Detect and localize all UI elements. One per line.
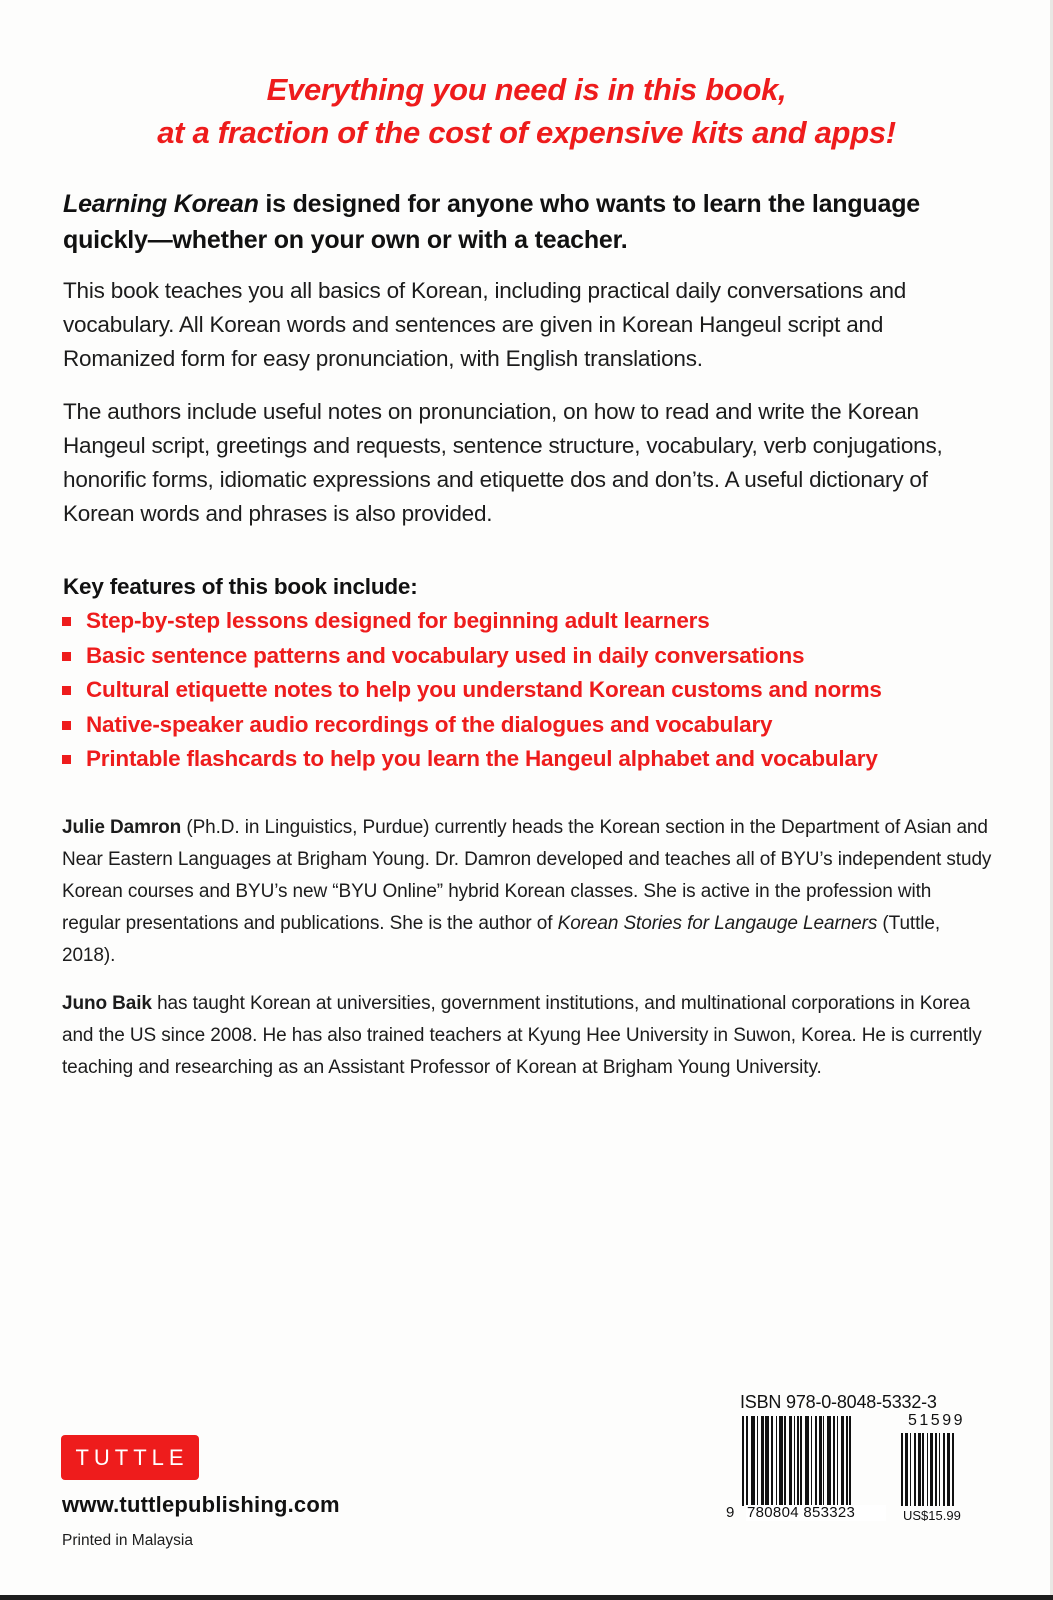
book-title: Learning Korean [63, 190, 259, 218]
author-bio-text-end: (Tuttle, 2018). [62, 913, 941, 966]
isbn-label: ISBN 978-0-8048-5332-3 [740, 1392, 937, 1412]
square-bullet-icon [62, 721, 71, 730]
author-bio-juno-baik [62, 988, 992, 1084]
author-bio-text: has taught Korean at universities, government institutions, and multinational corporations in Korea and the US since 2008. He has also trained teachers at Kyung Hee University in Suwon, Korea. He is currently teaching and researching as an Assistant Professor of Korean at Brigham Young University. [62, 993, 982, 1078]
barcode-lead-digit: 9 [726, 1504, 735, 1521]
author-name: Julie Damron [62, 817, 182, 838]
isbn-barcode-icon [742, 1416, 887, 1506]
square-bullet-icon [62, 686, 71, 695]
tagline [0, 68, 1053, 154]
feature-text: Native-speaker audio recordings of the dialogues and vocabulary [86, 711, 773, 737]
feature-item [60, 673, 1020, 708]
feature-text: Basic sentence patterns and vocabulary used in daily conversations [86, 642, 805, 668]
barcode-digits: 780804 853323 [746, 1505, 886, 1521]
description-paragraph-2: The authors include useful notes on pronunciation, on how to read and write the Korean Hangeul script, greetings and requests, sentence structure, vocabulary, verb conjugations, honorific forms, idiomatic expressions and etiquette dos and don’ts. A useful dictionary of Korean words and phrases is also provided. [63, 399, 943, 526]
price-barcode-icon [901, 1433, 969, 1506]
features-heading: Key features of this book include: [63, 574, 418, 599]
author-book-title: Korean Stories for Langauge Learners [557, 913, 878, 934]
feature-item [60, 639, 1020, 674]
description-paragraph-1: This book teaches you all basics of Korean, including practical daily conversations and vocabulary. All Korean words and sentences are given in Korean Hangeul script and Romanized form for easy pronunciation, with English translations. [63, 278, 907, 371]
tuttle-logo: TUTTLE [61, 1435, 199, 1480]
author-bio-julie-damron [62, 812, 992, 972]
barcode-addon-digits: 51599 [908, 1412, 965, 1429]
square-bullet-icon [62, 652, 71, 661]
square-bullet-icon [62, 755, 71, 764]
publisher-url[interactable]: www.tuttlepublishing.com [62, 1492, 340, 1517]
feature-text: Cultural etiquette notes to help you understand Korean customs and norms [86, 677, 882, 702]
tagline-line-1: Everything you need is in this book, [266, 72, 787, 107]
square-bullet-icon [62, 617, 71, 626]
feature-text: Step-by-step lessons designed for beginning adult learners [86, 608, 710, 633]
intro-text: is designed for anyone who wants to learn the language quickly—whether on your own or with a teacher. [63, 190, 920, 254]
feature-item [60, 742, 1020, 777]
author-name: Juno Baik [62, 993, 152, 1014]
features-list [60, 604, 1020, 777]
intro-statement [63, 186, 983, 258]
tagline-line-2: at a fraction of the cost of expensive kits and apps! [157, 115, 896, 150]
printed-in-label: Printed in Malaysia [62, 1532, 193, 1549]
feature-item [60, 604, 1020, 639]
price-label: US$15.99 [903, 1508, 961, 1523]
feature-item [60, 708, 1020, 743]
cover-bottom-edge [0, 1595, 1053, 1600]
author-bio-text: (Ph.D. in Linguistics, Purdue) currently heads the Korean section in the Department of Asian and Near Eastern Languages at Brigham Young. Dr. Damron developed and teaches all of BYU’s independent study Korean courses and BYU’s new “BYU Online” hybrid Korean classes. She is active in the profession with regular presentations and publications. She is the author of [62, 817, 992, 934]
feature-text: Printable flashcards to help you learn the Hangeul alphabet and vocabulary [86, 746, 878, 771]
